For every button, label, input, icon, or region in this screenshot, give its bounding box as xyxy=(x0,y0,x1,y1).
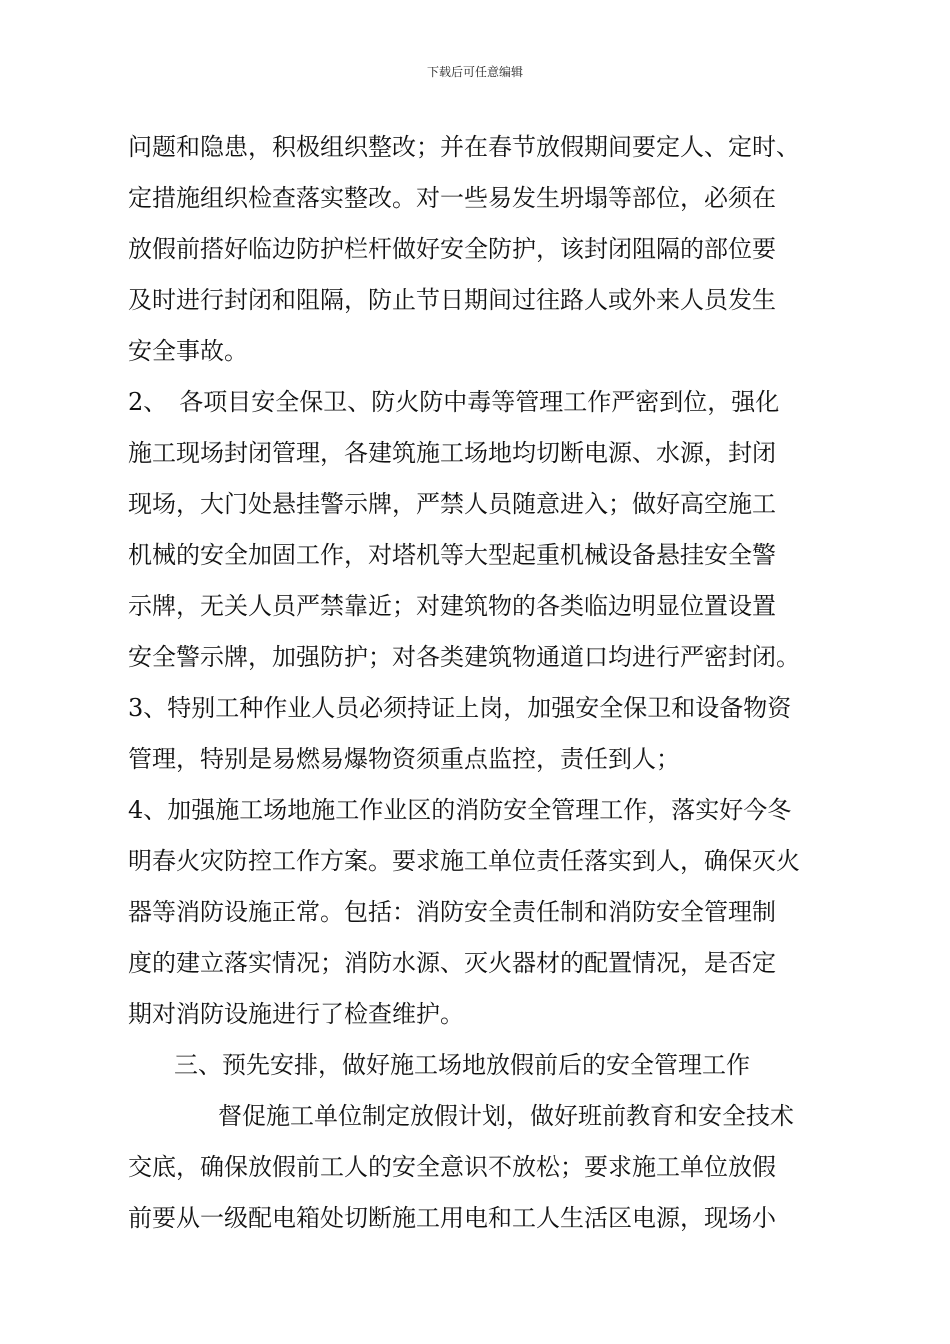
text-line: 器等消防设施正常。包括：消防安全责任制和消防安全管理制 xyxy=(128,898,776,926)
text-line: 4、加强施工场地施工作业区的消防安全管理工作，落实好今冬 xyxy=(128,796,792,824)
text-line: 三、预先安排，做好施工场地放假前后的安全管理工作 xyxy=(174,1051,750,1079)
text-line: 3、特别工种作业人员必须持证上岗，加强安全保卫和设备物资 xyxy=(128,694,792,722)
text-line: 定措施组织检查落实整改。对一些易发生坍塌等部位，必须在 xyxy=(128,184,776,212)
text-line: 示牌，无关人员严禁靠近；对建筑物的各类临边明显位置设置 xyxy=(128,592,776,620)
text-line: 交底，确保放假前工人的安全意识不放松；要求施工单位放假 xyxy=(128,1153,776,1181)
document-body xyxy=(128,122,838,1244)
text-line: 放假前搭好临边防护栏杆做好安全防护，该封闭阻隔的部位要 xyxy=(128,235,776,263)
text-line: 前要从一级配电箱处切断施工用电和工人生活区电源，现场小 xyxy=(128,1204,776,1232)
text-line: 现场，大门处悬挂警示牌，严禁人员随意进入；做好高空施工 xyxy=(128,490,776,518)
text-line: 度的建立落实情况；消防水源、灭火器材的配置情况，是否定 xyxy=(128,949,776,977)
text-line: 管理，特别是易燃易爆物资须重点监控，责任到人； xyxy=(128,745,680,773)
text-line: 安全事故。 xyxy=(128,337,248,365)
page-header: 下载后可任意编辑 xyxy=(426,65,523,79)
text-line: 督促施工单位制定放假计划，做好班前教育和安全技术 xyxy=(218,1102,794,1130)
text-line: 期对消防设施进行了检查维护。 xyxy=(128,1000,464,1028)
text-line: 明春火灾防控工作方案。要求施工单位责任落实到人，确保灭火 xyxy=(128,847,800,875)
text-line: 机械的安全加固工作，对塔机等大型起重机械设备悬挂安全警 xyxy=(128,541,776,569)
text-line: 安全警示牌，加强防护；对各类建筑物通道口均进行严密封闭。 xyxy=(128,643,800,671)
text-line: 施工现场封闭管理，各建筑施工场地均切断电源、水源，封闭 xyxy=(128,439,776,467)
text-line: 问题和隐患，积极组织整改；并在春节放假期间要定人、定时、 xyxy=(128,133,800,161)
text-line: 2、 各项目安全保卫、防火防中毒等管理工作严密到位，强化 xyxy=(128,388,780,416)
text-line: 及时进行封闭和阻隔，防止节日期间过往路人或外来人员发生 xyxy=(128,286,776,314)
